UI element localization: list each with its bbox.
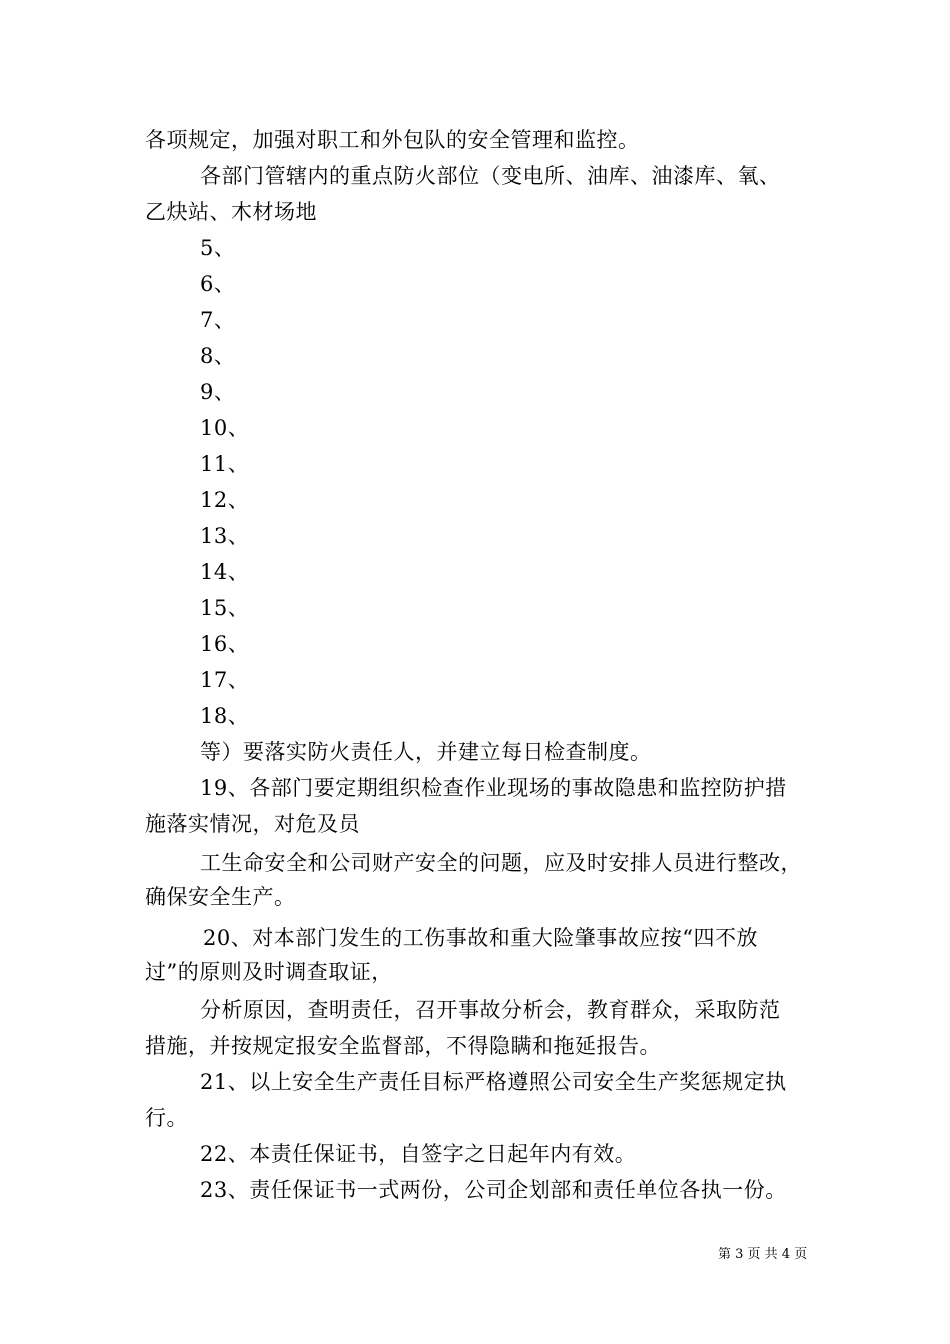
text-line: 工生命安全和公司财产安全的问题，应及时安排人员进行整改， <box>200 851 802 875</box>
text-line: 乙炔站、木材场地 <box>145 200 317 224</box>
list-item: 10、 <box>200 416 250 440</box>
text-line: 等）要落实防火责任人，并建立每日检查制度。 <box>200 740 652 764</box>
list-item: 11、 <box>200 452 250 476</box>
list-item: 13、 <box>200 524 250 548</box>
text-line: 措施，并按规定报安全监督部，不得隐瞒和拖延报告。 <box>145 1034 661 1058</box>
list-item: 14、 <box>200 560 250 584</box>
text-line: 19、各部门要定期组织检查作业现场的事故隐患和监控防护措 <box>200 776 787 800</box>
list-item: 17、 <box>200 668 250 692</box>
text-line: 各部门管辖内的重点防火部位（变电所、油库、油漆库、氧、 <box>200 164 781 188</box>
text-line: 20、对本部门发生的工伤事故和重大险肇事故应按“四不放 <box>203 926 758 950</box>
list-item: 7、 <box>200 308 236 332</box>
text-line: 确保安全生产。 <box>145 885 296 909</box>
list-item: 8、 <box>200 344 236 368</box>
text-line: 22、本责任保证书，自签字之日起年内有效。 <box>200 1142 637 1166</box>
list-item: 5、 <box>200 236 236 260</box>
text-line: 23、责任保证书一式两份，公司企划部和责任单位各执一份。 <box>200 1178 787 1202</box>
text-line: 施落实情况，对危及员 <box>145 812 360 836</box>
page-number: 第 3 页 共 4 页 <box>718 1247 808 1262</box>
list-item: 6、 <box>200 272 236 296</box>
list-item: 12、 <box>200 488 250 512</box>
list-item: 16、 <box>200 632 250 656</box>
text-line: 21、以上安全生产责任目标严格遵照公司安全生产奖惩规定执 <box>200 1070 787 1094</box>
list-item: 15、 <box>200 596 250 620</box>
list-item: 18、 <box>200 704 250 728</box>
text-line: 行。 <box>145 1106 188 1130</box>
text-line: 分析原因，查明责任，召开事故分析会，教育群众，采取防范 <box>200 998 781 1022</box>
list-item: 9、 <box>200 380 236 404</box>
text-line: 过”的原则及时调查取证， <box>145 960 393 984</box>
text-line: 各项规定，加强对职工和外包队的安全管理和监控。 <box>145 128 640 152</box>
